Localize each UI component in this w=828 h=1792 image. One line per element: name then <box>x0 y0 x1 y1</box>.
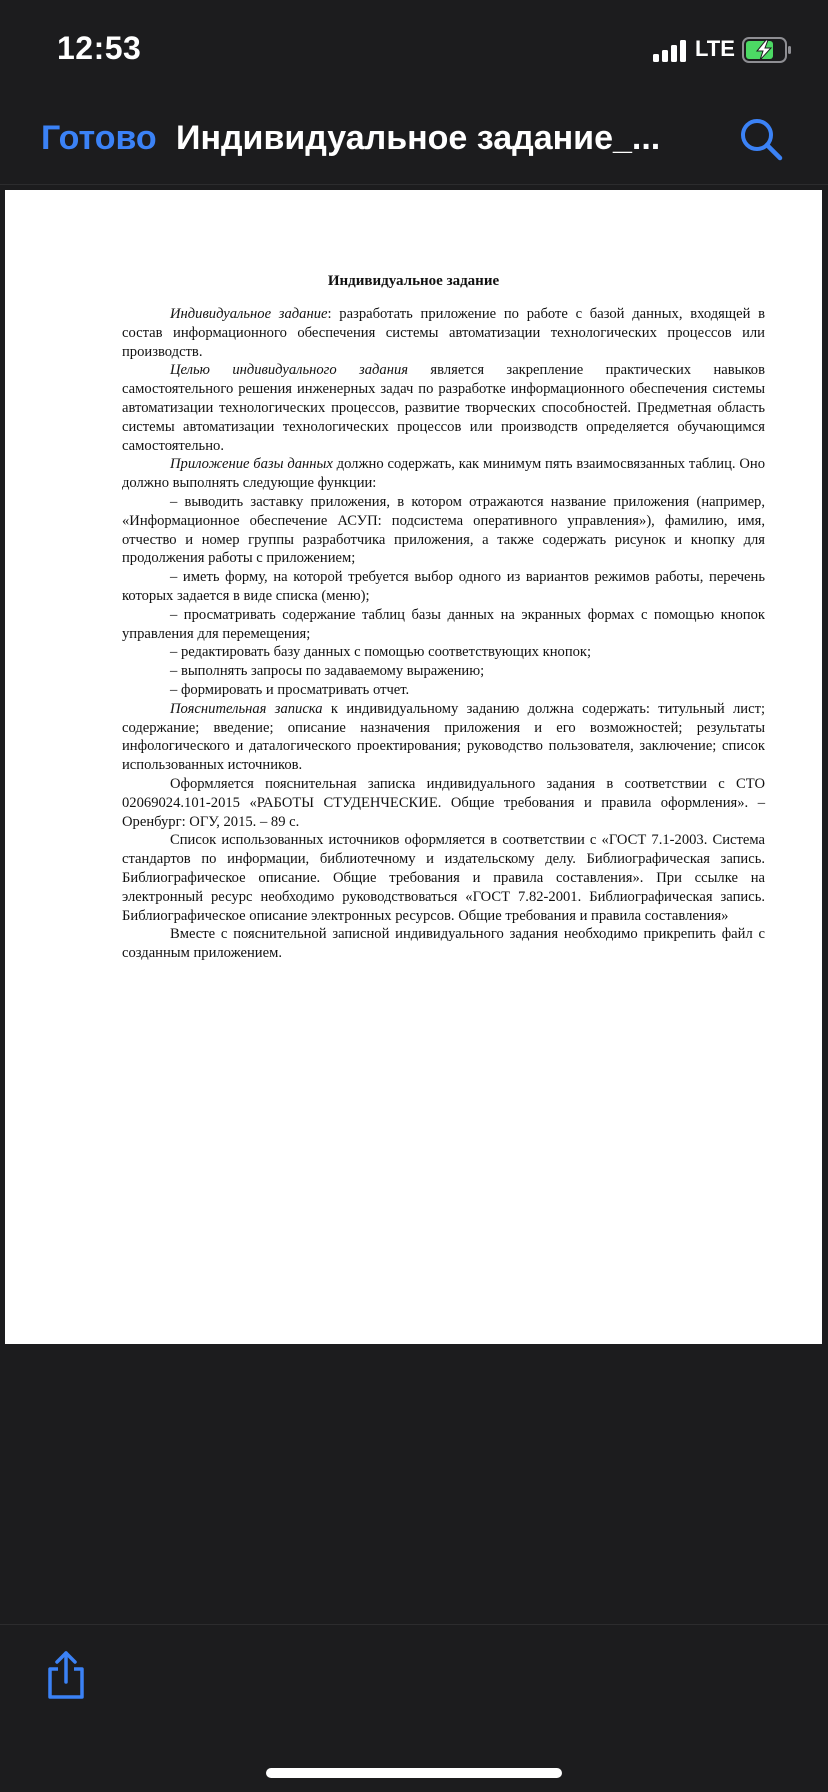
cellular-signal-icon <box>653 38 689 62</box>
status-bar <box>0 0 828 96</box>
share-icon[interactable] <box>44 1649 88 1701</box>
paragraph-text: Оформляется пояснительная записка индивидуального задания в соответствии с СТО 02069024.101-2015 «РАБОТЫ СТУДЕНЧЕСКИЕ. Общие требования и правила оформления». – Оренбург: ОГУ, 2015. – 89 с. <box>122 775 765 830</box>
paragraph-text: – выполнять запросы по задаваемому выражению; <box>170 663 485 680</box>
paragraph-text: Список использованных источников оформляется в соответствии с «ГОСТ 7.1-2003. Система стандартов по информации, библиотечному и издательскому делу. Библиографическая запись. Библиографическое описание. Общие требования и правила составления». При ссылке на электронный ресурс необходимо руководствоваться «ГОСТ 7.82-2001. Библиографическая запись. Библиографическое описание электронных ресурсов. Общие требования и правила составления» <box>122 832 765 924</box>
document-paragraph <box>122 568 765 606</box>
document-paragraph <box>122 681 765 700</box>
document-paragraph <box>122 775 765 831</box>
paragraph-text: – просматривать содержание таблиц базы данных на экранных формах с помощью кнопок управления для перемещения; <box>122 606 765 642</box>
paragraph-text: Вместе с пояснительной записной индивидуального задания необходимо прикрепить файл с созданным приложением. <box>122 926 765 962</box>
document-paragraph <box>122 361 765 455</box>
paragraph-text: – формировать и просматривать отчет. <box>170 681 410 698</box>
document-paragraph <box>122 606 765 644</box>
document-viewer[interactable] <box>0 185 828 1623</box>
paragraph-text: – иметь форму, на которой требуется выбор одного из вариантов режимов работы, перечень которых задается в виде списка (меню); <box>122 569 765 604</box>
document-paragraph <box>122 831 765 925</box>
paragraph-lead: Пояснительная записка <box>170 700 323 717</box>
home-indicator[interactable] <box>266 1768 562 1778</box>
status-time: 12:53 <box>57 30 142 66</box>
paragraph-lead: Целью индивидуального задания <box>170 362 409 379</box>
document-paragraph <box>122 643 765 662</box>
paragraph-text: является закрепление практических навыков самостоятельного решения инженерных задач по разработке информационного обеспечения системы автоматизации технологических процессов, развитие творческих способностей. Предметная область системы автоматизации технологических процессов или производств определяется обучающимся самостоятельно. <box>122 362 765 454</box>
paragraph-lead: Приложение базы данных <box>170 456 333 473</box>
paragraph-text: : разработать приложение по работе с базой данных, входящей в состав информационного обеспечения системы автоматизации технологических процессов или производств. <box>122 306 766 360</box>
document-page <box>5 190 822 1344</box>
paragraph-text: – редактировать базу данных с помощью соответствующих кнопок; <box>170 644 592 661</box>
network-type: LTE <box>695 36 735 61</box>
paragraph-lead: Индивидуальное задание <box>170 306 328 322</box>
document-title: Индивидуальное задание_... <box>176 119 661 157</box>
paragraph-text: – выводить заставку приложения, в котором отражаются название приложения (например, «Информационное обеспечение АСУП: подсистема оперативного управления»), фамилию, имя, отчество и номер группы разработчика приложения, а также содержать рисунок и кнопку для продолжения работы с приложением; <box>122 493 765 567</box>
document-paragraph <box>122 455 765 493</box>
battery-charging-icon <box>742 37 792 63</box>
document-body <box>122 305 765 963</box>
document-paragraph <box>122 662 765 681</box>
search-icon[interactable] <box>738 116 784 162</box>
nav-bar <box>0 96 828 185</box>
document-heading: Индивидуальное задание <box>327 273 500 289</box>
bottom-toolbar <box>0 1624 828 1792</box>
paragraph-text: должно содержать, как минимум пять взаимосвязанных таблиц. Оно должно выполнять следующие функции: <box>122 456 765 492</box>
document-paragraph <box>122 700 765 775</box>
done-button[interactable]: Готово <box>41 119 157 157</box>
document-paragraph <box>122 493 765 568</box>
document-paragraph <box>122 925 765 963</box>
document-paragraph <box>122 305 765 361</box>
paragraph-text: к индивидуальному заданию должна содержать: титульный лист; содержание; введение; описание назначения приложения и его возможностей; результаты инфологического и даталогического проектирования; руководство пользователя, заключение; список использованных источников. <box>122 700 766 774</box>
